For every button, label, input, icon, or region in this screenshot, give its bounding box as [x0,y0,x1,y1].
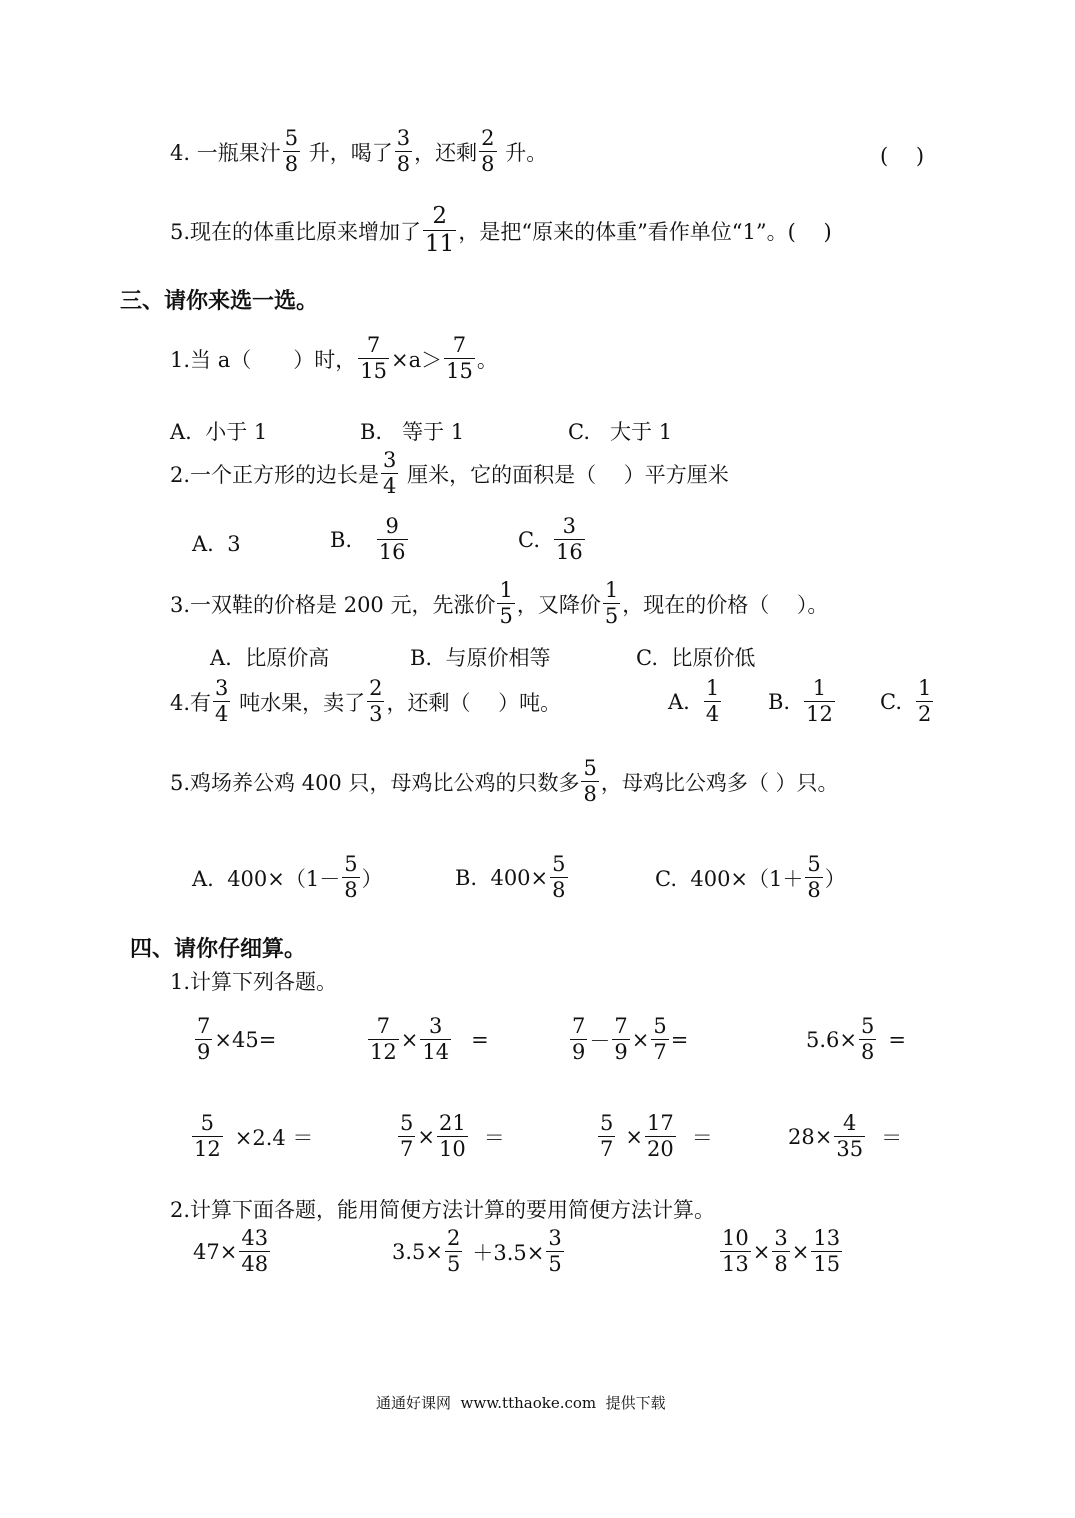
expression [396,1113,505,1160]
fraction: $\frac{3}{16}$ [556,514,583,564]
option-text: A. 3 [192,532,241,556]
sub-text: 2.计算下面各题，能用简便方法计算的要用简便方法计算。 [170,1198,716,1222]
expr-text: × [752,1239,771,1264]
option-text: C. 400×（1＋ [655,866,804,891]
option-text: ） [361,866,383,891]
fraction: $\frac{5}{8}$ [583,756,597,806]
answer-paren[interactable] [880,140,924,170]
fraction: $\frac{17}{20}$ [646,1111,674,1161]
expr-text: ＝ [691,1125,713,1150]
q-text: 3.一双鞋的价格是 200 元，先涨价 [170,592,496,617]
option-label: B. [768,689,791,714]
expression [392,1228,566,1275]
fraction: $\frac{7}{15}$ [360,333,387,383]
fraction: $\frac{5}{7}$ [653,1014,667,1064]
expression [366,1016,489,1063]
option-b[interactable] [330,516,410,563]
fraction: $\frac{7}{12}$ [370,1014,397,1064]
expr-text: 5.6× [806,1027,857,1052]
fraction: $\frac{13}{15}$ [813,1226,841,1276]
option-a[interactable] [668,678,723,725]
expr-text: × [625,1124,643,1149]
expr-text: ＝ [483,1125,505,1150]
fraction: $\frac{21}{10}$ [438,1111,466,1161]
option-c[interactable] [655,854,846,901]
fraction: $\frac{1}{5}$ [499,578,513,628]
expr-text: ＝ [881,1125,903,1150]
expr-text: × [631,1027,650,1052]
option-a[interactable] [192,854,383,901]
q-text: 5.鸡场养公鸡 400 只，母鸡比公鸡的只数多 [170,770,580,795]
heading-text: 四、请你仔细算。 [130,936,307,962]
fraction: $\frac{5}{7}$ [400,1111,414,1161]
fraction: $\frac{7}{9}$ [572,1014,586,1064]
option-label: C. [518,527,540,552]
option-c[interactable] [518,516,587,563]
fraction: $\frac{5}{8}$ [552,852,566,902]
expression [193,1016,276,1063]
choose-question-3 [170,580,828,627]
q-text: ，母鸡比公鸡多（ ）只。 [600,770,839,795]
fraction: $\frac{3}{14}$ [422,1014,450,1064]
option-text: B. 等于 1 [360,420,465,444]
fraction: $\frac{1}{5}$ [604,578,619,628]
page-footer [376,1392,666,1413]
q-text: 。 [476,347,498,372]
expr-text: = [471,1027,489,1052]
q-text: 5.现在的体重比原来增加了 [170,219,422,244]
option-text: C. 大于 1 [568,420,673,444]
expr-text: － [589,1028,611,1053]
fraction: $\frac{3}{4}$ [383,448,397,498]
fraction: $\frac{3}{8}$ [774,1226,788,1276]
fraction: $\frac{5}{8}$ [861,1014,875,1064]
fraction: $\frac{1}{2}$ [918,676,932,726]
fraction: $\frac{7}{15}$ [446,333,473,383]
expression [568,1016,688,1063]
expression [596,1113,713,1160]
option-text: A. 比原价高 [210,646,330,670]
option-b[interactable] [410,642,550,672]
calc-sub-2 [170,1194,715,1224]
q-text: 2.一个正方形的边长是 [170,462,380,487]
fraction: $\frac{10}{13}$ [722,1226,749,1276]
fraction: $\frac{5}{8}$ [807,852,821,902]
option-text: C. 比原价低 [636,646,756,670]
expression [190,1113,313,1160]
fraction: $\frac{5}{8}$ [344,852,358,902]
q-text: 吨水果，卖了 [232,690,366,715]
option-a[interactable] [192,532,241,556]
q-text: 升。 [498,140,548,165]
fraction: $\frac{5}{8}$ [284,126,299,176]
q-text: 4. 一瓶果汁 [170,140,281,165]
expr-text: 28× [788,1124,833,1149]
expression [193,1228,272,1275]
option-a[interactable] [210,642,329,672]
q-text: ，现在的价格（ ）。 [622,592,829,617]
option-c[interactable] [568,416,672,446]
judge-question-4 [170,128,547,175]
option-text: B. 400× [455,865,549,890]
option-c[interactable] [880,678,935,725]
fraction: $\frac{5}{12}$ [194,1111,221,1161]
expr-text: ×45= [214,1027,277,1052]
paren-text: ( ) [880,144,925,168]
expr-text: × [417,1124,435,1149]
expr-text: × [791,1239,810,1264]
q-text: ，还剩 [414,140,478,165]
expr-text: ＋3.5× [472,1240,545,1265]
fraction: $\frac{3}{5}$ [548,1226,562,1276]
fraction: $\frac{5}{7}$ [600,1111,614,1161]
q-text: 1.当 a（ ）时， [170,347,357,372]
expr-text: 47× [193,1239,238,1264]
expr-text: = [888,1027,906,1052]
choose-question-2 [170,450,729,497]
fraction: $\frac{7}{9}$ [197,1014,211,1064]
sub-text: 1.计算下列各题。 [170,970,338,994]
fraction: $\frac{1}{12}$ [806,676,833,726]
calc-sub-1 [170,966,337,996]
option-a[interactable] [170,416,267,446]
option-b[interactable] [360,416,464,446]
choose-question-4 [170,678,561,725]
option-text: ） [824,866,846,891]
fraction: $\frac{4}{35}$ [836,1111,864,1161]
q-text: ，又降价 [516,592,601,617]
option-label: B. [330,527,353,552]
q-text: ，是把“原来的体重”看作单位“1”。( ) [458,219,832,244]
option-c[interactable] [636,642,755,672]
expression [788,1113,902,1160]
q-text: 升，喝了 [302,140,393,165]
q-text: 4.有 [170,690,212,715]
fraction: $\frac{43}{48}$ [241,1226,269,1276]
expr-text: × [400,1027,419,1052]
fraction: $\frac{2}{5}$ [447,1226,461,1276]
section-heading-calc [130,932,306,963]
option-text: A. 小于 1 [170,420,268,444]
judge-question-5 [170,205,832,256]
fraction: $\frac{9}{16}$ [378,514,406,564]
q-text: ，还剩（ ）吨。 [386,690,562,715]
option-b[interactable] [455,854,570,901]
expr-text: = [670,1027,689,1052]
choose-question-1 [170,335,498,382]
fraction: $\frac{3}{4}$ [215,676,229,726]
option-text: B. 与原价相等 [410,646,551,670]
expr-text: ×2.4 ＝ [234,1125,314,1150]
q-text: 厘米，它的面积是（ ）平方厘米 [400,462,729,487]
fraction: $\frac{2}{11}$ [425,203,455,257]
fraction: $\frac{2}{3}$ [369,676,383,726]
expression [806,1016,906,1063]
expression [718,1228,844,1275]
expr-text: 3.5× [392,1239,443,1264]
section-heading-choose [120,284,318,315]
option-text: A. 400×（1－ [192,866,341,891]
fraction: $\frac{3}{8}$ [396,126,411,176]
option-label: C. [880,689,902,714]
choose-question-5 [170,758,839,805]
q-text: ×a＞ [390,347,443,372]
fraction: $\frac{2}{8}$ [481,126,495,176]
option-label: A. [668,689,690,714]
fraction: $\frac{7}{9}$ [614,1014,628,1064]
option-b[interactable] [768,678,837,725]
heading-text: 三、请你来选一选。 [120,288,319,314]
footer-text: 通通好课网 www.tthaoke.com 提供下载 [376,1394,666,1412]
fraction: $\frac{1}{4}$ [705,676,720,726]
